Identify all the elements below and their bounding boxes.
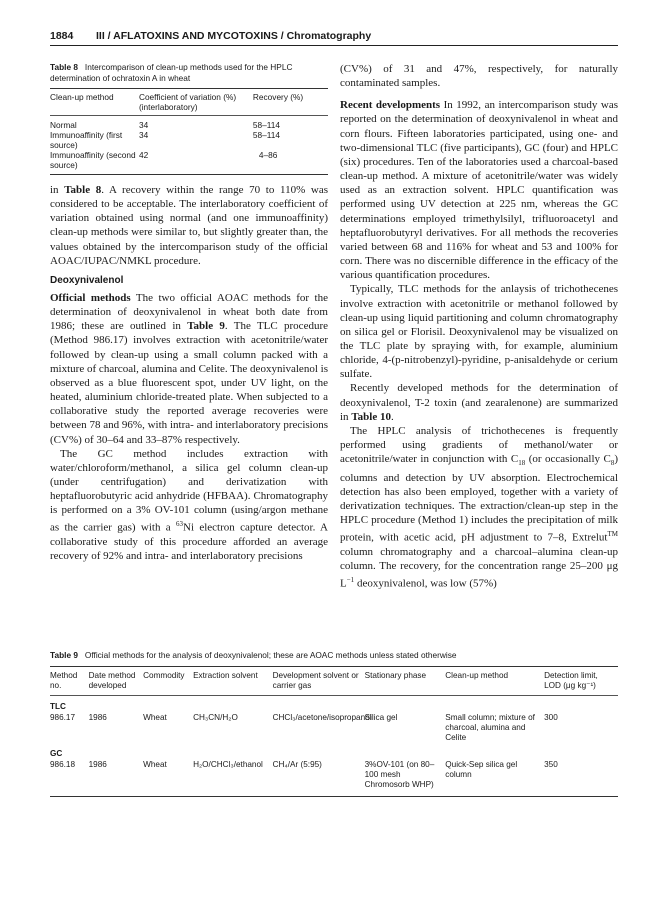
table8-label: Table 8 [50,62,78,72]
table8 [50,89,328,174]
table8-header-cell: Recovery (%) [252,92,304,102]
table9-label: Table 9 [50,650,78,660]
table9-group-label: GC [50,748,63,758]
body-paragraph: Recently developed methods for the determination of deoxynivalenol, T-2 toxin (and zearalenone) are summarized in Table 10. [340,382,618,423]
table9-cell: 3%OV-101 (on 80–100 mesh Chromosorb WHP) [364,759,435,789]
table8-header-row [50,89,328,115]
table9-cell: CHCl₃/acetone/isopropanol [272,712,372,722]
table9-cell: Small column; mixture of charcoal, alumina and Celite [445,712,535,742]
table-row [50,713,618,743]
table9-cell: 1986 [88,712,107,722]
table9-header-cell: Date method developed [88,670,136,690]
table9-group-label: TLC [50,701,66,711]
table-row [50,130,328,150]
running-head: III / AFLATOXINS AND MYCOTOXINS / Chromatography [96,30,372,42]
body-paragraph: Typically, TLC methods for the anlaysis of trichothecenes involve extraction with acetonitrile or methanol followed by clean-up using liquid partitioning and column chromatography on silica gel or Florisil. Deoxynivalenol may be visualized on the TLC plate by spraying with, for example, aluminium chloride, 4-(p-nitrobenzyl)-pyridine, p-anisaldehyde or cerium sulfate. [340,283,618,381]
table9-header-cell: Method no. [50,670,78,690]
body-paragraph: Recent developments In 1992, an intercomparison study was reported on the determination of deoxynivalenol in wheat and corn flours. Fifteen laboratories participated, using one- and two-dimensional TLC (five participants), GC (four) and HPLC (six) procedures. Ten of the laboratories used a charcoal-based clean-up method. A mixture of acetonitrile/water was widely used as an extraction solvent. HPLC quantification was performed using UV detection at 225 nm, whereas the GC determinations employed trimethylsilyl, trifluoroacetyl and heptafluorobutyryl derivatives. For all methods the recoveries varied between 68 and 116% for wheat and 53 and 100% for corn. There was no discernible difference in the efficacy of the various quantification procedures. [340,99,618,282]
table8-cell: 58–114 [252,120,280,130]
table9-group-row [50,743,618,760]
table8-cell: 4–86 [258,150,278,160]
table9-cell: Silica gel [364,712,398,722]
table9-header-cell: Clean-up method [445,670,509,680]
table9-cell: 986.17 [50,712,76,722]
table8-cell: 58–114 [252,130,280,140]
table8-cell: Immunoaffinity (first source) [50,130,123,150]
table9-cell: Wheat [143,759,167,769]
table8-cell: Normal [50,120,77,130]
section-heading: Deoxynivalenol [50,274,124,286]
table8-header-cell: Coefficient of variation (%) (interlaboratory) [138,92,237,112]
run-in-heading: Official methods [50,291,131,304]
table8-cell: 34 [138,120,149,130]
table9-cell: 1986 [88,759,107,769]
table8-caption [50,62,328,83]
table9-header-cell: Extraction solvent [193,670,258,680]
table9-header-cell: Commodity [143,670,185,680]
table9-header-cell: Detection limit, LOD (μg kg⁻¹) [544,670,598,690]
table9-header-row [50,667,618,695]
left-column [50,62,328,564]
table8-caption-text: Intercomparison of clean-up methods used for the HPLC determination of ochratoxin A in wheat [50,62,293,83]
page-number: 1884 [50,30,74,42]
table9-cell: H₂O/CHCl₃/ethanol [193,759,263,769]
table8-cell: 34 [138,130,149,140]
body-paragraph: Official methods The two official AOAC methods for the determination of deoxynivalenol in wheat both date from 1986; these are outlined in Table 9. The TLC procedure (Method 986.17) involves extraction with acetonitrile/water followed by clean-up using a small column packed with a mixture of charcoal, alumina and Celite. The deoxynivalenol is observed as a blue fluorescent spot, under UV light, on the heated, aluminium chloride-treated plate. When subjected to a collaborative study the reported average recoveries were between 78 and 96%, with intra- and interlaboratory precisions (CV%) of 30–64 and 33–87% respectively. [50,291,328,446]
header-rule [50,45,618,46]
table9-header-cell: Development solvent or carrier gas [272,670,359,690]
table9-bottom-rule [50,796,618,797]
body-paragraph: (CV%) of 31 and 47%, respectively, for naturally contaminated samples. [340,63,618,90]
table9-cell: 350 [544,759,558,769]
table-reference: Table 10 [351,410,391,423]
table8-header-cell: Clean-up method [50,92,114,102]
table9-cell: Wheat [143,712,167,722]
right-column [340,62,618,591]
body-paragraph: The GC method includes extraction with water/chloroform/methanol, a silica gel column clean-up (under centrifugation) and derivatization with heptafluorobutyric acid anhydride (HFBAA). Chromatography is performed on a 3% OV-101 column (using/argon methane as the carrier gas) with a $^{63}$Ni electron capture detector. A collaborative study of this procedure afforded an average recovery of 92% and intra- and interlaboratory precisions [50,447,328,563]
table9-caption [50,650,618,661]
table9-header-cell: Stationary phase [364,670,427,680]
running-header [50,30,618,46]
body-paragraph: The HPLC analysis of trichothecenes is frequently performed using gradients of methanol/water or acetonitrile/water in conjunction with $C_{18}$ (or occasionally $C_8$) columns and detection by UV absorption. Electrochemical detection has also been employed, together with a variety of derivatization techniques. The extraction/clean-up step in the HPLC procedure (Method 1) includes the precipitation of milk protein, with acetic acid, pH adjustment to 7–8, Extrelut™ column chromatography and a charcoal–alumina clean-up column. The recovery, for the concentration range 25–200 μg $L^{-1}$ deoxynivalenol, was low (57%) [340,424,618,590]
table-reference: Table 8 [64,184,102,196]
table9-group-row [50,696,618,713]
run-in-heading: Recent developments [340,99,441,112]
table-reference: Table 9 [187,320,225,333]
body-paragraph: in Table 8. A recovery within the range 70 to 110% was considered to be acceptable. The interlaboratory coefficient of variation obtained using normal (and one immunoaffinity) clean-up methods were similar to, but slightly greater than, the values obtained by the intercomparison study of the official AOAC/IUPAC/NMKL procedure. [50,184,328,267]
table9-cell: 300 [544,712,558,722]
table9-block [50,650,618,797]
table8-cell: 42 [138,150,149,160]
table-row [50,150,328,174]
table9-cell: 986.18 [50,759,76,769]
table-row [50,116,328,130]
table9-cell: CH₄/Ar (5:95) [272,759,322,769]
table9-caption-text: Official methods for the analysis of deoxynivalenol; these are AOAC methods unless stated otherwise [84,650,457,660]
table9 [50,667,618,796]
table8-cell: Immunoaffinity (second source) [50,150,136,170]
table9-cell: Quick-Sep silica gel column [445,759,518,779]
table-row [50,760,618,796]
table9-cell: CH₃CN/H₂O [193,712,238,722]
